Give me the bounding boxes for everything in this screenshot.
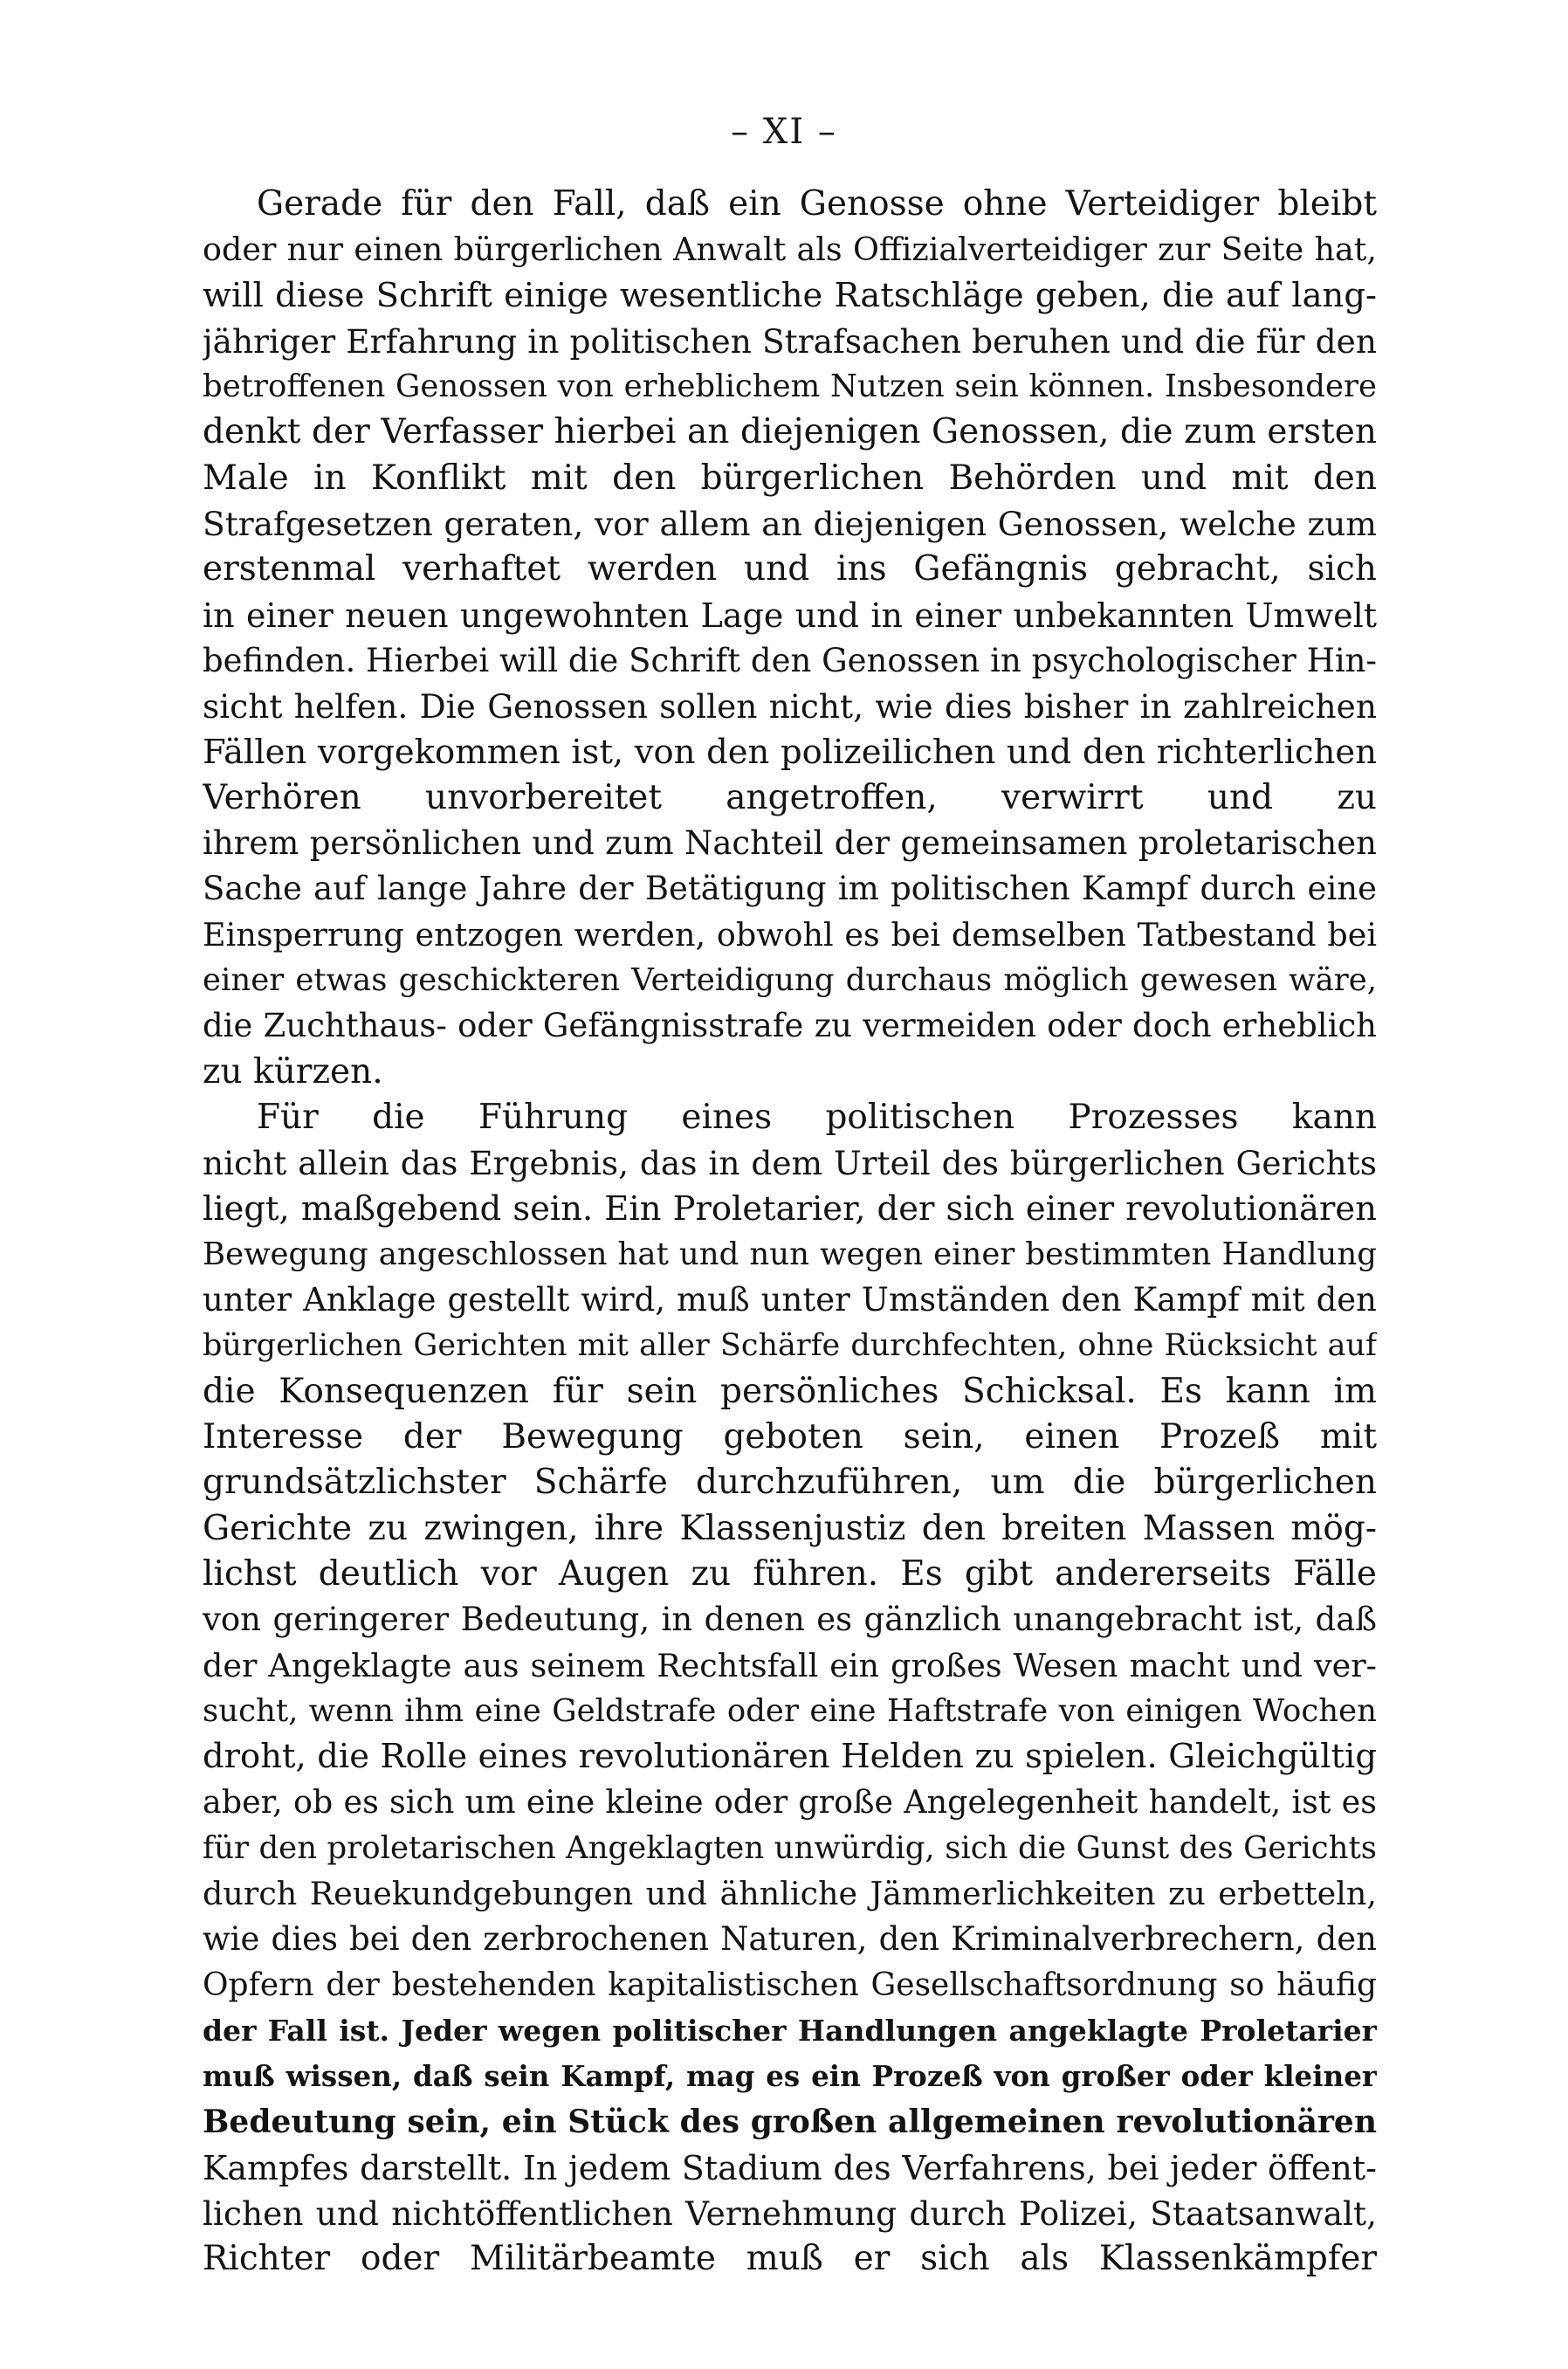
text-line: lichst deutlich vor Augen zu führen. Es gibt andererseits Fälle (203, 1553, 1377, 1594)
text-line: ihrem persönlichen und zum Nachteil der gemeinsamen proletarischen (203, 824, 1377, 863)
text-line: einer etwas geschickteren Verteidigung durchaus möglich gewesen wäre, (203, 962, 1377, 999)
text-line: Bewegung angeschlossen hat und nun wegen einer bestimmten Handlung (203, 1236, 1377, 1272)
text-line: denkt der Verfasser hierbei an diejenigen Genossen, die zum ersten (203, 412, 1377, 452)
text-line: will diese Schrift einige wesentliche Ratschläge geben, die auf lang- (203, 275, 1377, 315)
text-line: Verhören unvorbereitet angetroffen, verwirrt und zu (203, 777, 1377, 817)
text-line: Kampfes darstellt. In jedem Stadium des Verfahrens, bei jeder öffent- (203, 2148, 1377, 2187)
text-line: die Konsequenzen für sein persönliches Schicksal. Es kann im (203, 1371, 1377, 1411)
text-line: droht, die Rolle eines revolutionären Helden zu spielen. Gleichgültig (203, 1737, 1377, 1777)
text-line: bürgerlichen Gerichten mit aller Schärfe durchfechten, ohne Rücksicht auf (203, 1328, 1377, 1364)
text-line: aber, ob es sich um eine kleine oder große Angelegenheit handelt, ist es (203, 1783, 1377, 1822)
text-line: sucht, wenn ihm eine Geldstrafe oder eine Haftstrafe von einigen Wochen (203, 1692, 1377, 1729)
text-line: betroffenen Genossen von erheblichem Nutzen sein können. Insbesondere (203, 368, 1377, 405)
text-line: Gerade für den Fall, daß ein Genosse ohne Verteidiger bleibt (257, 184, 1377, 224)
text-line: der Fall ist. Jeder wegen politischer Handlungen angeklagte Proletarier (203, 2013, 1377, 2048)
text-line: durch Reuekundgebungen und ähnliche Jämmerlichkeiten zu erbetteln, (203, 1874, 1377, 1912)
text-line: die Zuchthaus- oder Gefängnisstrafe zu vermeiden oder doch erheblich (203, 1007, 1377, 1045)
text-line: von geringerer Bedeutung, in denen es gänzlich unangebracht ist, daß (203, 1601, 1377, 1639)
text-line: Male in Konflikt mit den bürgerlichen Behörden und mit den (203, 458, 1377, 498)
text-line: lichen und nichtöffentlichen Vernehmung durch Polizei, Staatsanwalt, (203, 2194, 1377, 2234)
text-line: Opfern der bestehenden kapitalistischen Gesellschaftsordnung so häufig (203, 1966, 1377, 2003)
text-line: Fällen vorgekommen ist, von den polizeilichen und den richterlichen (203, 732, 1377, 772)
text-line: nicht allein das Ergebnis, das in dem Urteil des bürgerlichen Gerichts (203, 1144, 1377, 1183)
text-line: Sache auf lange Jahre der Betätigung im politischen Kampf durch eine (203, 870, 1377, 908)
page-number: – XI – (731, 112, 837, 152)
text-line: Strafgesetzen geraten, vor allem an diejenigen Genossen, welche zum (203, 505, 1377, 544)
body-text (203, 182, 1377, 2283)
text-line: für den proletarischen Angeklagten unwürdig, sich die Gunst des Gerichts (203, 1829, 1377, 1866)
text-line: in einer neuen ungewohnten Lage und in einer unbekannten Umwelt (203, 596, 1377, 635)
text-line: jähriger Erfahrung in politischen Strafsachen beruhen und die für den (203, 321, 1377, 361)
text-line: erstenmal verhaftet werden und ins Gefängnis gebracht, sich (203, 549, 1377, 589)
text-line: Interesse der Bewegung geboten sein, einen Prozeß mit (203, 1417, 1377, 1457)
text-line: grundsätzlichster Schärfe durchzuführen, um die bürgerlichen (203, 1463, 1377, 1503)
text-line: sicht helfen. Die Genossen sollen nicht, wie dies bisher in zahlreichen (203, 687, 1377, 727)
text-line: oder nur einen bürgerlichen Anwalt als Offizialverteidiger zur Seite hat, (203, 231, 1377, 269)
text-line: unter Anklage gestellt wird, muß unter Umständen den Kampf mit den (203, 1281, 1377, 1319)
text-line: liegt, maßgebend sein. Ein Proletarier, der sich einer revolutionären (203, 1188, 1377, 1229)
text-line: befinden. Hierbei will die Schrift den Genossen in psychologischer Hin- (203, 641, 1377, 679)
text-line: wie dies bei den zerbrochenen Naturen, den Kriminalverbrechern, den (203, 1920, 1377, 1959)
text-line: Einsperrung entzogen werden, obwohl es bei demselben Tatbestand bei (203, 915, 1377, 954)
text-line: Richter oder Militärbeamte muß er sich als Klassenkämpfer (203, 2239, 1377, 2279)
text-line: muß wissen, daß sein Kampf, mag es ein Prozeß von großer oder kleiner (203, 2059, 1377, 2094)
text-line: Für die Führung eines politischen Prozesses kann (257, 1097, 1377, 1137)
text-line: Gerichte zu zwingen, ihre Klassenjustiz den breiten Massen mög- (203, 1508, 1377, 1548)
text-line: Bedeutung sein, ein Stück des großen allgemeinen revolutionären (203, 2104, 1377, 2141)
text-line: der Angeklagte aus seinem Rechtsfall ein großes Wesen macht und ver- (203, 1646, 1377, 1684)
text-line: zu kürzen. (203, 1051, 383, 1092)
